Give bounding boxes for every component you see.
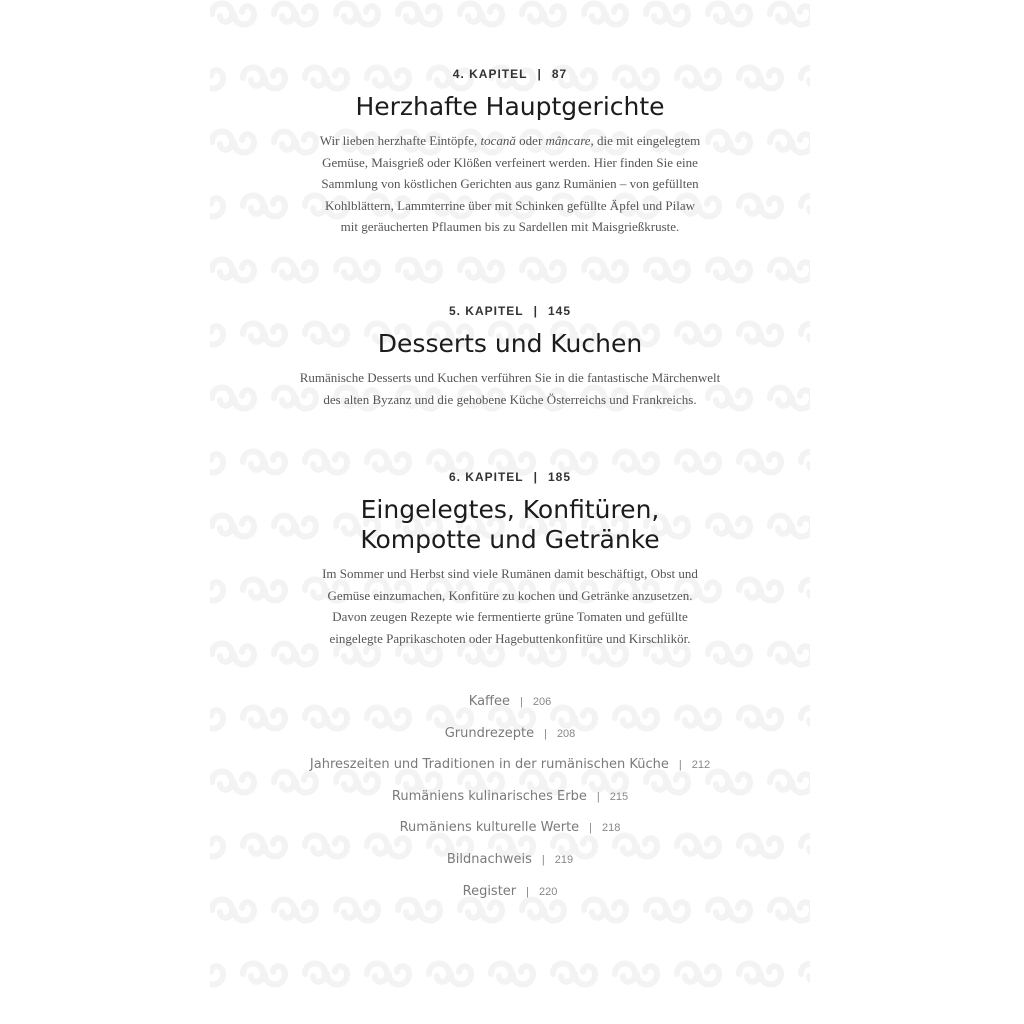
appendix-page: 218: [602, 822, 621, 835]
book-page: [210, 0, 810, 1024]
appendix-page: 215: [609, 790, 629, 803]
chapter-description: [270, 130, 750, 238]
description-line: Gemüse, Maisgrieß oder Klößen verfeinert werden. Hier finden Sie eine: [322, 154, 698, 170]
separator: |: [541, 853, 545, 866]
description-line: eingelegte Paprikaschoten oder Hagebuttenkonfitüre und Kirschlikör.: [329, 630, 691, 646]
table-of-contents: [210, 0, 810, 1024]
separator: |: [526, 885, 530, 898]
chapter-page: 145: [548, 304, 572, 318]
appendix-label: Jahreszeiten und Traditionen in der rumänischen Küche: [309, 757, 669, 773]
separator: |: [544, 727, 547, 740]
description-text: Wir lieben herzhafte Eintöpfe,: [319, 133, 481, 148]
description-italic: mâncare: [545, 133, 591, 148]
description-italic: tocană: [480, 133, 516, 148]
appendix-item-kulturelle-werte: [210, 816, 810, 848]
chapter-title-line: Desserts und Kuchen: [377, 329, 643, 358]
chapter-description: [270, 367, 750, 410]
appendix-page: 219: [554, 853, 574, 866]
description-line: Gemüse einzumachen, Konfitüre zu kochen und Getränke anzusetzen.: [327, 587, 693, 603]
appendix-label: Bildnachweis: [446, 851, 532, 867]
chapter-number: 5. KAPITEL: [448, 304, 524, 318]
chapter-title-line: Kompotte und Getränke: [360, 525, 660, 554]
description-line: des alten Byzanz und die gehobene Küche Österreichs und Frankreichs.: [323, 391, 697, 407]
appendix-item-bildnachweis: [210, 848, 810, 880]
appendix-label: Rumäniens kulturelle Werte: [399, 820, 580, 836]
description-line: Sammlung von köstlichen Gerichten aus ganz Rumänien – von gefüllten: [321, 176, 699, 191]
chapter-description: [270, 563, 750, 649]
separator: |: [678, 759, 682, 772]
appendix-list: [210, 690, 810, 911]
chapter-title-line: Eingelegtes, Konfitüren,: [360, 495, 660, 524]
chapter-label: [210, 303, 810, 319]
chapter-number: 4. KAPITEL: [452, 67, 528, 81]
appendix-page: 208: [556, 727, 576, 740]
chapter-6: [210, 469, 810, 649]
description-line: Rumänische Desserts und Kuchen verführen Sie in die fantastische Märchenwelt: [299, 370, 721, 385]
appendix-item-jahreszeiten: [210, 753, 810, 785]
chapter-title: [210, 329, 810, 359]
chapter-number: 6. KAPITEL: [448, 470, 524, 484]
separator: |: [520, 696, 523, 708]
chapter-4: [210, 66, 810, 238]
chapter-title-line: Herzhafte Hauptgerichte: [355, 92, 665, 121]
chapter-5: [210, 303, 810, 410]
separator: |: [589, 822, 593, 835]
description-text: oder: [515, 133, 546, 148]
appendix-label: Grundrezepte: [444, 725, 535, 741]
appendix-item-register: [210, 880, 810, 912]
chapter-label: [210, 469, 810, 485]
description-line: Kohlblättern, Lammterrine über mit Schinken gefüllte Äpfel und Pilaw: [324, 197, 696, 213]
appendix-label: Rumäniens kulinarisches Erbe: [391, 788, 587, 804]
appendix-label: Kaffee: [468, 694, 510, 709]
separator: |: [596, 790, 600, 803]
appendix-item-kaffee: [210, 690, 810, 722]
chapter-page: 87: [551, 67, 568, 81]
separator: |: [533, 470, 538, 484]
description-line: Davon zeugen Rezepte wie fermentierte grüne Tomaten und gefüllte: [332, 609, 688, 624]
chapter-title: [210, 495, 810, 555]
separator: |: [533, 304, 538, 318]
chapter-page: 185: [548, 470, 572, 484]
appendix-label: Register: [462, 883, 517, 899]
appendix-item-grundrezepte: [210, 722, 810, 754]
separator: |: [537, 67, 542, 81]
description-line: Im Sommer und Herbst sind viele Rumänen damit beschäftigt, Obst und: [322, 566, 698, 581]
chapter-title: [210, 92, 810, 122]
description-line: mit geräucherten Pflaumen bis zu Sardellen mit Maisgrießkruste.: [340, 219, 680, 234]
description-line: [270, 130, 750, 152]
appendix-page: 220: [539, 885, 558, 898]
appendix-page: 206: [532, 696, 552, 708]
appendix-page: 212: [691, 759, 711, 772]
description-text: , die mit eingelegtem: [590, 133, 701, 148]
appendix-item-kulinarisches-erbe: [210, 785, 810, 817]
chapter-label: [210, 66, 810, 82]
